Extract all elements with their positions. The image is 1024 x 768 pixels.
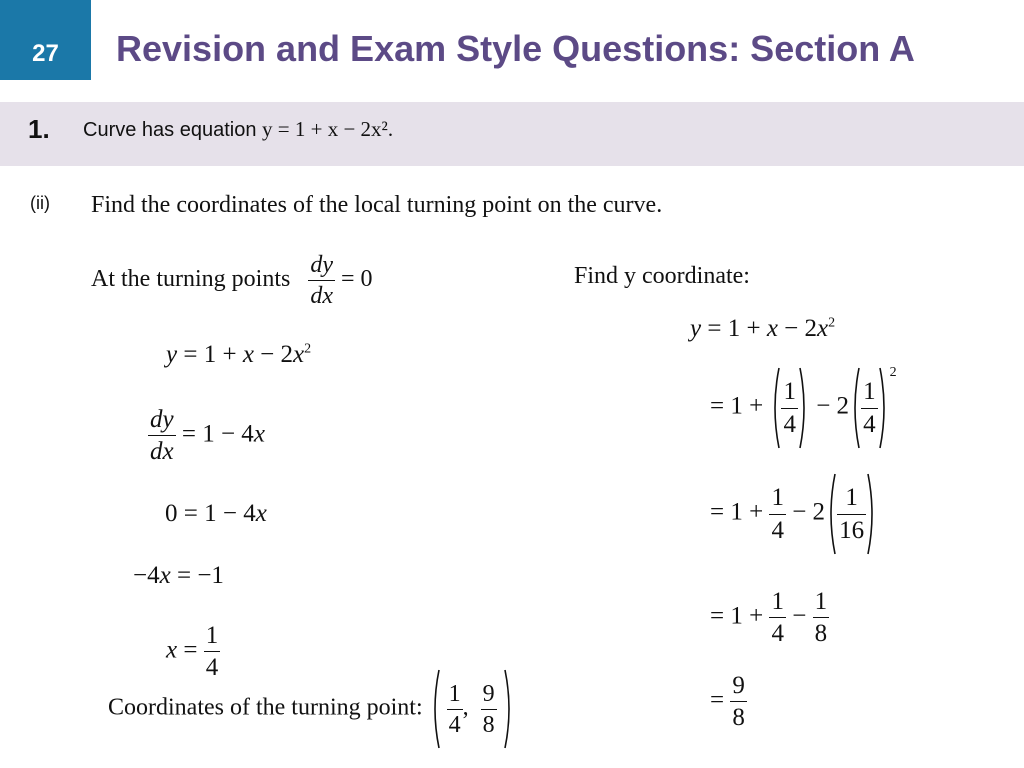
right-paren-icon [866, 472, 878, 556]
slide-title: Revision and Exam Style Questions: Section A [116, 28, 915, 69]
left-step-equation: $y = 1 + x - 2x^2$ [166, 341, 312, 368]
left-step-x-value: x = $\frac{1}{4}$ [166, 622, 219, 682]
coordinates-line: Coordinates of the turning point: $\frac{1}{4}$ , $\frac{9}{8}$ [108, 668, 515, 750]
turning-text: At the turning points [91, 266, 291, 293]
part-prompt: Find the coordinates of the local turning point on the curve. [91, 192, 663, 218]
right-paren-icon [798, 366, 810, 450]
dydx-fraction: $\frac{dy}{dx}$ [310, 252, 333, 309]
question-equation: y = 1 + x − 2x². [262, 117, 394, 141]
right-step-equation: $y = 1 + x - 2x^2$ [690, 315, 836, 342]
left-step-set-zero: 0 = 1 − 4x [165, 500, 267, 527]
right-paren-icon [503, 668, 515, 750]
coordinates-label: Coordinates of the turning point: [108, 694, 423, 721]
left-paren-icon [769, 366, 781, 450]
part-label: (ii) [30, 193, 50, 213]
right-step-substitute: = 1 + $\frac{1}{4}$ − 2 $\frac{1}{4}$ $^2$ [710, 366, 897, 450]
question-number: 1. [28, 114, 50, 144]
right-step-result: = $\frac{9}{8}$ [710, 672, 745, 732]
right-step-simplify: = 1 + $\frac{1}{4}$ − $\frac{1}{8}$ [710, 588, 828, 648]
slide-number-badge [0, 0, 91, 80]
right-paren-icon [878, 366, 890, 450]
slide-number: 27 [32, 40, 59, 67]
question-text [83, 117, 393, 142]
left-step-derivative: $\frac{dy}{dx}$ = 1 − 4x [150, 406, 265, 466]
left-paren-icon [849, 366, 861, 450]
left-paren-icon [429, 668, 441, 750]
right-step-square: = 1 + $\frac{1}{4}$ − 2 $\frac{1}{16}$ [710, 472, 878, 556]
left-step-rearrange: −4x = −1 [133, 562, 224, 589]
turning-condition: At the turning points $\frac{dy}{dx}$ = 0 [91, 252, 373, 309]
right-heading: Find y coordinate: [574, 263, 750, 289]
left-paren-icon [825, 472, 837, 556]
question-text-prefix: Curve has equation [83, 119, 263, 141]
